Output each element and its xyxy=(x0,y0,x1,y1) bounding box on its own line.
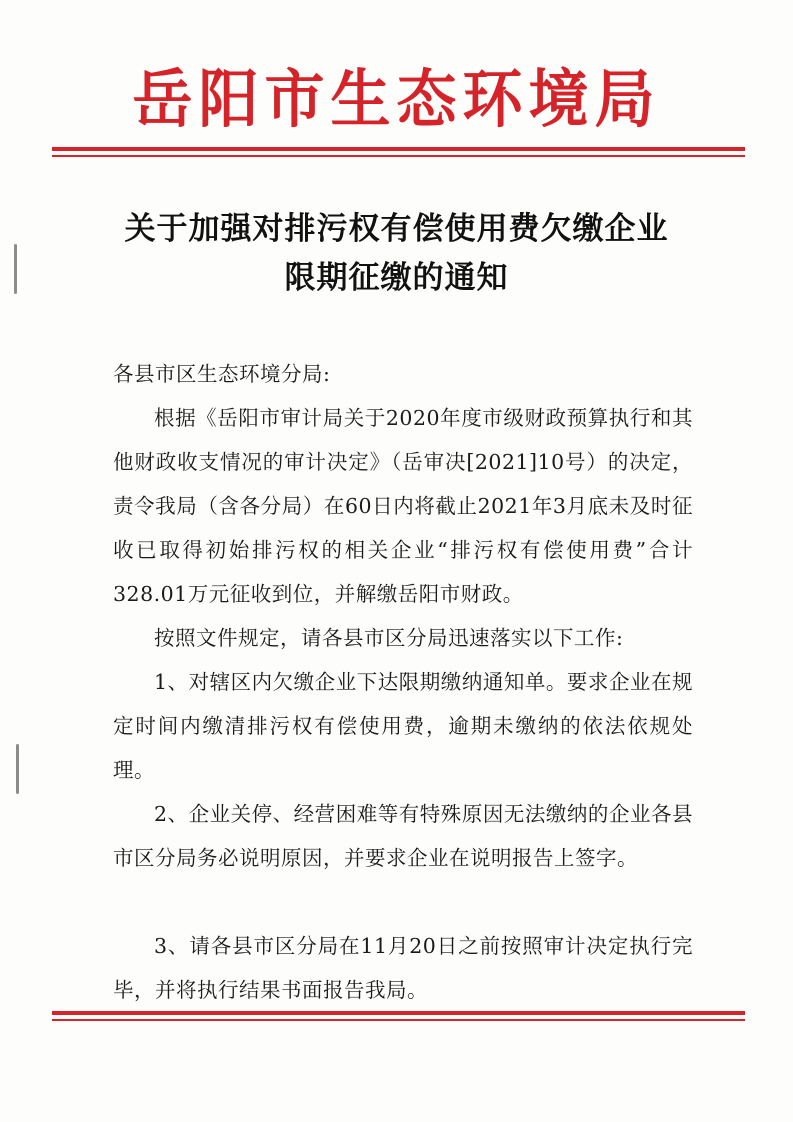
agency-header-title: 岳阳市生态环境局 xyxy=(132,63,661,137)
document-title-line-1: 关于加强对排污权有偿使用费欠缴企业 xyxy=(124,211,669,247)
list-item-3: 3、请各县市区分局在11月20日之前按照审计决定执行完毕，并将执行结果书面报告我局。 xyxy=(113,934,693,1002)
list-item-2: 2、企业关停、经营困难等有特殊原因无法缴纳的企业各县市区分局务必说明原因，并要求企业在说明报告上签字。 xyxy=(113,802,693,870)
header-rule-thin xyxy=(52,155,745,157)
document-title-line-2: 限期征缴的通知 xyxy=(284,260,509,296)
paragraph-audit-decision: 根据《岳阳市审计局关于2020年度市级财政预算执行和其他财政收支情况的审计决定》（岳审决[2021]10号）的决定，责令我局（含各分局）在60日内将截止2021年3月底未及时征收已取得初始排污权的相关企业“排污权有偿使用费”合计328.01万元征收到位，并解缴岳阳市财政。 xyxy=(113,406,693,606)
binding-hole-mark-bottom xyxy=(16,744,19,794)
header-rule-thick xyxy=(52,147,745,151)
footer-rule-thin xyxy=(52,1019,745,1021)
footer-rule-thick xyxy=(52,1011,745,1015)
list-item-1: 1、对辖区内欠缴企业下达限期缴纳通知单。要求企业在规定时间内缴清排污权有偿使用费，逾期未缴纳的依法依规处理。 xyxy=(113,670,693,782)
addressee-line: 各县市区生态环境分局: xyxy=(113,362,331,386)
paragraph-work-requirements: 按照文件规定，请各县市区分局迅速落实以下工作: xyxy=(154,626,624,650)
